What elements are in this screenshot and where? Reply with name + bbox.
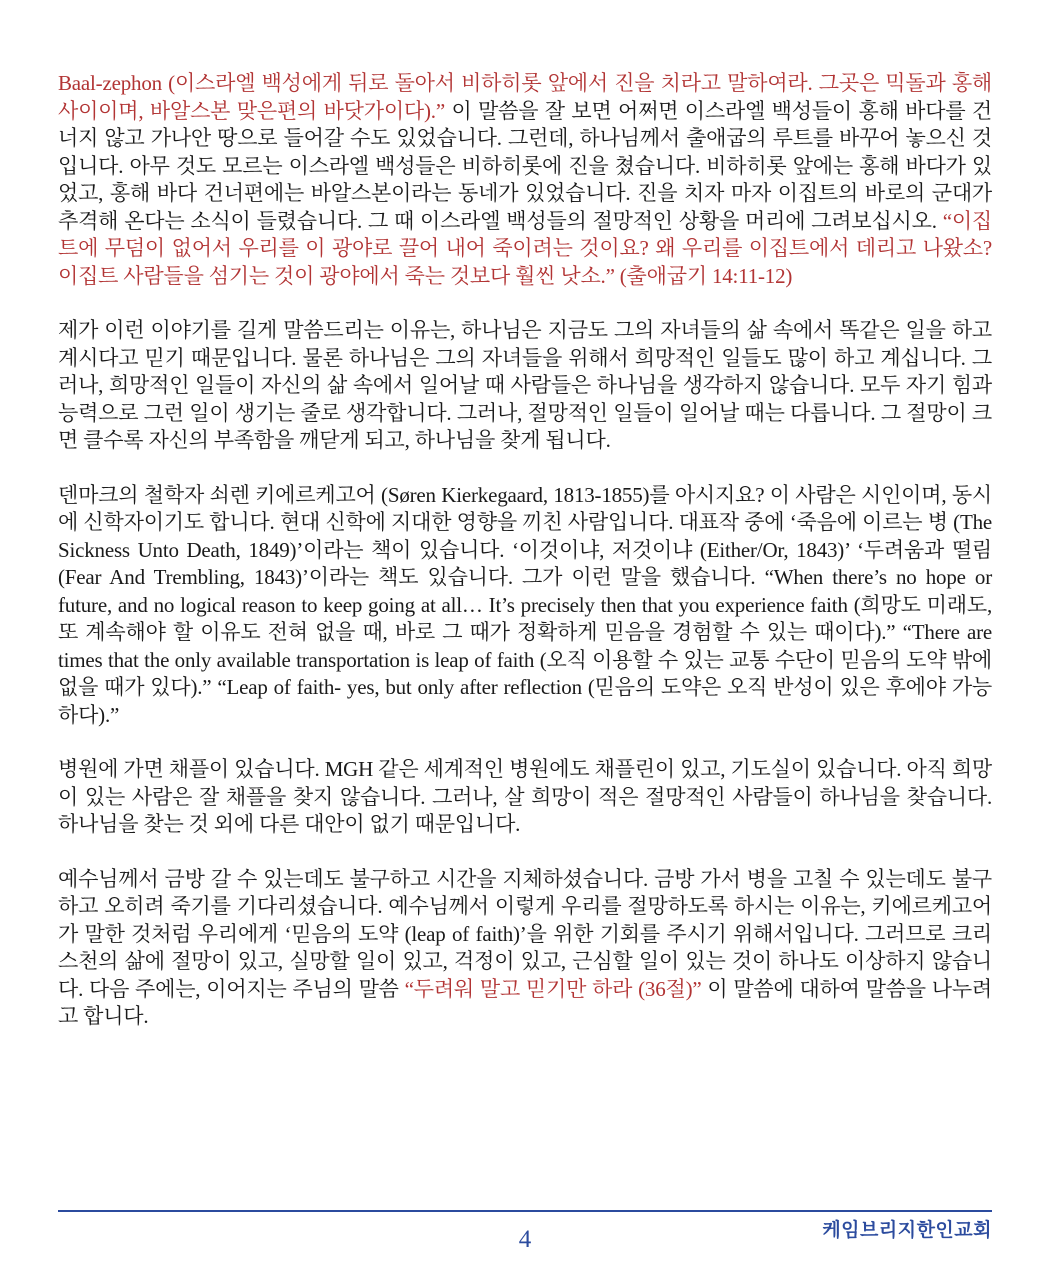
page-number: 4 (518, 1226, 532, 1253)
paragraph (58, 756, 992, 839)
paragraph (58, 70, 992, 290)
text-segment: 병원에 가면 채플이 있습니다. MGH 같은 세계적인 병원에도 채플린이 있고, 기도실이 있습니다. 아직 희망이 있는 사람은 잘 채플을 찾지 않습니다. 그러나, 살 희망이 적은 절망적인 사람들이 하나님을 찾습니다. 하나님을 찾는 것 외에 다른 대안이 없기 때문입니다. (58, 757, 992, 836)
highlighted-text-segment: “두려워 말고 믿기만 하라 (36절)” (404, 976, 702, 1001)
text-segment: 제가 이런 이야기를 길게 말씀드리는 이유는, 하나님은 지금도 그의 자녀들의 삶 속에서 똑같은 일을 하고 계시다고 믿기 때문입니다. 물론 하나님은 그의 자녀들을 위해서 희망적인 일들도 많이 하고 계십니다. 그러나, 희망적인 일들이 자신의 삶 속에서 일어날 때 사람들은 하나님을 생각하지 않습니다. 모두 자기 힘과 능력으로 그런 일이 생기는 줄로 생각합니다. 그러나, 절망적인 일들이 일어날 때는 다릅니다. 그 절망이 크면 클수록 자신의 부족함을 깨닫게 되고, 하나님을 찾게 됩니다. (58, 318, 992, 452)
paragraph (58, 866, 992, 1031)
highlighted-text-segment: “이집트에 무덤이 없어서 우리를 이 광야로 끌어 내어 죽이려는 것이요? 왜 우리를 이집트에서 데리고 나왔소? 이집트 사람들을 섬기는 것이 광야에서 죽는 것보다 훨씬 낫소.” (출애굽기 14:11-12) (58, 208, 992, 288)
text-segment: 덴마크의 철학자 쇠렌 키에르케고어 (Søren Kierkegaard, 1813-1855)를 아시지요? 이 사람은 시인이며, 동시에 신학자이기도 합니다. 현대 신학에 지대한 영향을 끼친 사람입니다. 대표작 중에 ‘죽음에 이르는 병 (The Sickness Unto Death, 1849)’이라는 책이 있습니다. ‘이것이냐, 저것이냐 (Either/Or, 1843)’ ‘두려움과 떨림 (Fear And Trembling, 1843)’이라는 책도 있습니다. 그가 이런 말을 했습니다. “When there’s no hope or future, and no logical reason to keep going at all… It’s precisely then that you experience faith (희망도 미래도, 또 계속해야 할 이유도 전혀 없을 때, 바로 그 때가 정확하게 믿음을 경험할 수 있는 때이다).” “There are times that the only available transportation is leap of faith (오직 이용할 수 있는 교통 수단이 믿음의 도약 밖에 없을 때가 있다).” “Leap of faith- yes, but only after reflection (믿음의 도약은 오직 반성이 있은 후에야 가능하다).” (58, 482, 992, 727)
text-segment: 예수님께서 금방 갈 수 있는데도 불구하고 시간을 지체하셨습니다. 금방 가서 병을 고칠 수 있는데도 불구하고 오히려 죽기를 기다리셨습니다. 예수님께서 이렇게 우리를 절망하도록 하시는 이유는, 키에르케고어가 말한 것처럼 우리에게 ‘믿음의 도약 (leap of faith)’을 위한 기회를 주시기 위해서입니다. 그러므로 크리스천의 삶에 절망이 있고, 실망할 일이 있고, 걱정이 있고, 근심할 일이 있는 것이 하나도 이상하지 않습니다. 다음 주에는, 이어지는 주님의 말씀 (58, 866, 992, 1001)
paragraph (58, 482, 992, 730)
footer-divider (58, 1210, 992, 1212)
paragraph (58, 317, 992, 455)
text-segment: 이 말씀에 대하여 말씀을 나누려고 합니다. (58, 976, 992, 1028)
page-footer (58, 1210, 992, 1268)
text-segment: 이 말씀을 잘 보면 어쩌면 이스라엘 백성들이 홍해 바다를 건너지 않고 가나안 땅으로 들어갈 수도 있었습니다. 그런데, 하나님께서 출애굽의 루트를 바꾸어 놓으신 것입니다. 아무 것도 모르는 이스라엘 백성들은 비하히롯에 진을 쳤습니다. 비하히롯 앞에는 홍해 바다가 있었고, 홍해 바다 건너편에는 바알스본이라는 동네가 있었습니다. 진을 치자 마자 이집트의 바로의 군대가 추격해 온다는 소식이 들렸습니다. 그 때 이스라엘 백성들의 절망적인 상황을 머리에 그려보십시오. (58, 98, 993, 233)
document-body (58, 70, 992, 1058)
church-name: 케임브리지한인교회 (822, 1220, 992, 1241)
highlighted-text-segment: Baal-zephon (이스라엘 백성에게 뒤로 돌아서 비하히롯 앞에서 진을 치라고 말하여라. 그곳은 믹돌과 홍해 사이이며, 바알스본 맞은편의 바닷가이다).” (58, 71, 992, 123)
